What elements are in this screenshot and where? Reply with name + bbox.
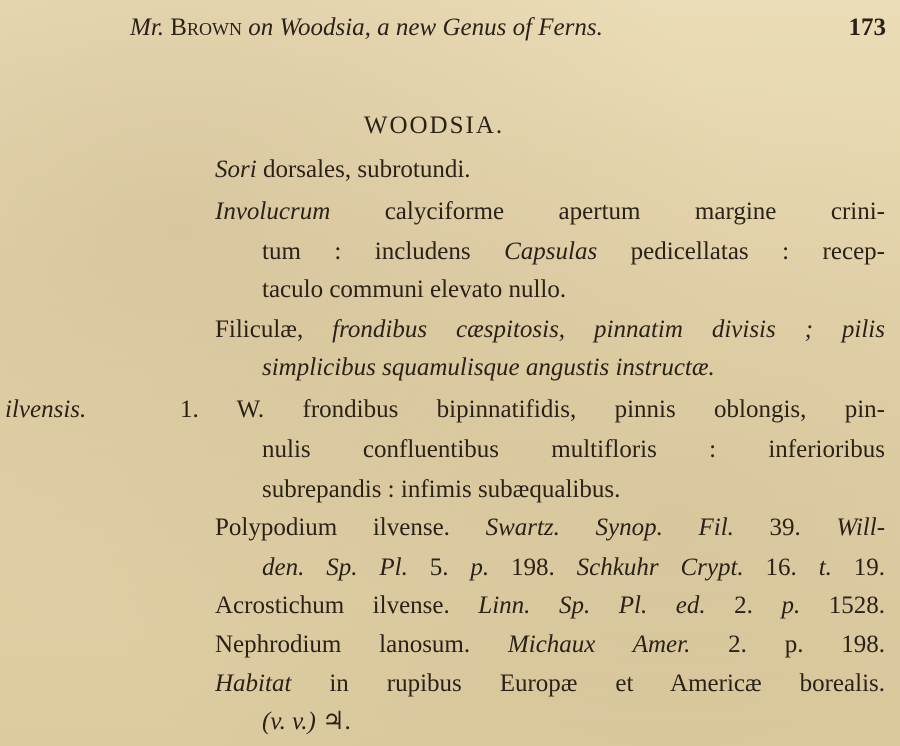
header-title: on Woodsia, a new Genus of Ferns. [241,14,603,41]
text-line [262,275,566,305]
text-line [215,197,885,227]
text-segment: (v. v.) [262,708,316,735]
text-segment: 2. [705,592,782,619]
text-line [262,707,351,737]
text-line [215,155,471,185]
text-line [262,237,885,267]
genus-title: WOODSIA. [363,112,505,139]
text-segment: 19. [831,554,885,581]
text-line [262,353,715,383]
text-segment: Sori [215,156,257,183]
text-segment: taculo communi elevato nullo. [262,276,567,303]
text-segment: Will- [836,514,885,541]
text-segment: 16. [743,554,819,581]
text-segment: 198. [489,554,577,581]
text-segment: 5. [407,554,471,581]
text-line [262,435,885,465]
text-segment: t. [818,554,832,581]
text-segment: Filiculæ, [215,316,333,343]
header-author: Brown [170,14,242,41]
text-segment: Swartz. Synop. Fil. [485,514,734,541]
text-segment: 39. [733,514,837,541]
text-segment: in rupibus Europæ et Americæ borealis. [291,670,885,697]
text-line [215,591,885,621]
text-segment: subrepandis : infimis subæqualibus. [262,476,621,503]
text-line [180,395,885,425]
text-segment: nulis confluentibus multifloris : inferioribus [262,436,885,463]
header-mr: Mr. [130,14,171,41]
text-segment: p. [781,592,801,619]
text-segment: Polypodium ilvense. [215,514,486,541]
text-segment: Schkuhr Crypt. [576,554,744,581]
text-segment: Capsulas [504,238,598,265]
text-segment: simplicibus squamulisque angustis instructæ. [262,354,715,381]
text-line [215,315,885,345]
text-segment: Nephrodium lanosum. [215,631,508,658]
text-segment: Linn. Sp. Pl. ed. [478,592,706,619]
text-segment: ♃. [315,708,351,735]
text-segment: 1528. [800,592,885,619]
text-segment: Michaux Amer. [507,631,691,658]
text-segment: calyciforme apertum margine crini- [330,198,885,225]
text-segment: p. [470,554,490,581]
text-line [215,513,885,543]
text-segment: frondibus cæspitosis, pinnatim divisis ; pilis [332,316,885,343]
text-segment: Habitat [215,670,292,697]
text-segment: 1. W. frondibus bipinnatifidis, pinnis oblongis, pin- [180,396,885,423]
text-segment: Involucrum [215,198,331,225]
text-segment: Acrostichum ilvense. [215,592,479,619]
text-segment: 2. p. 198. [690,631,885,658]
text-segment: pedicellatas : recep- [597,238,885,265]
page-number: 173 [848,14,886,41]
text-line [215,669,885,699]
text-line [262,475,620,505]
text-segment: dorsales, subrotundi. [256,156,471,183]
text-line [215,630,885,660]
running-header [130,14,603,42]
text-segment: den. Sp. Pl. [262,554,408,581]
margin-note: ilvensis. [5,396,87,423]
text-line [262,553,885,583]
text-segment: tum : includens [262,238,505,265]
